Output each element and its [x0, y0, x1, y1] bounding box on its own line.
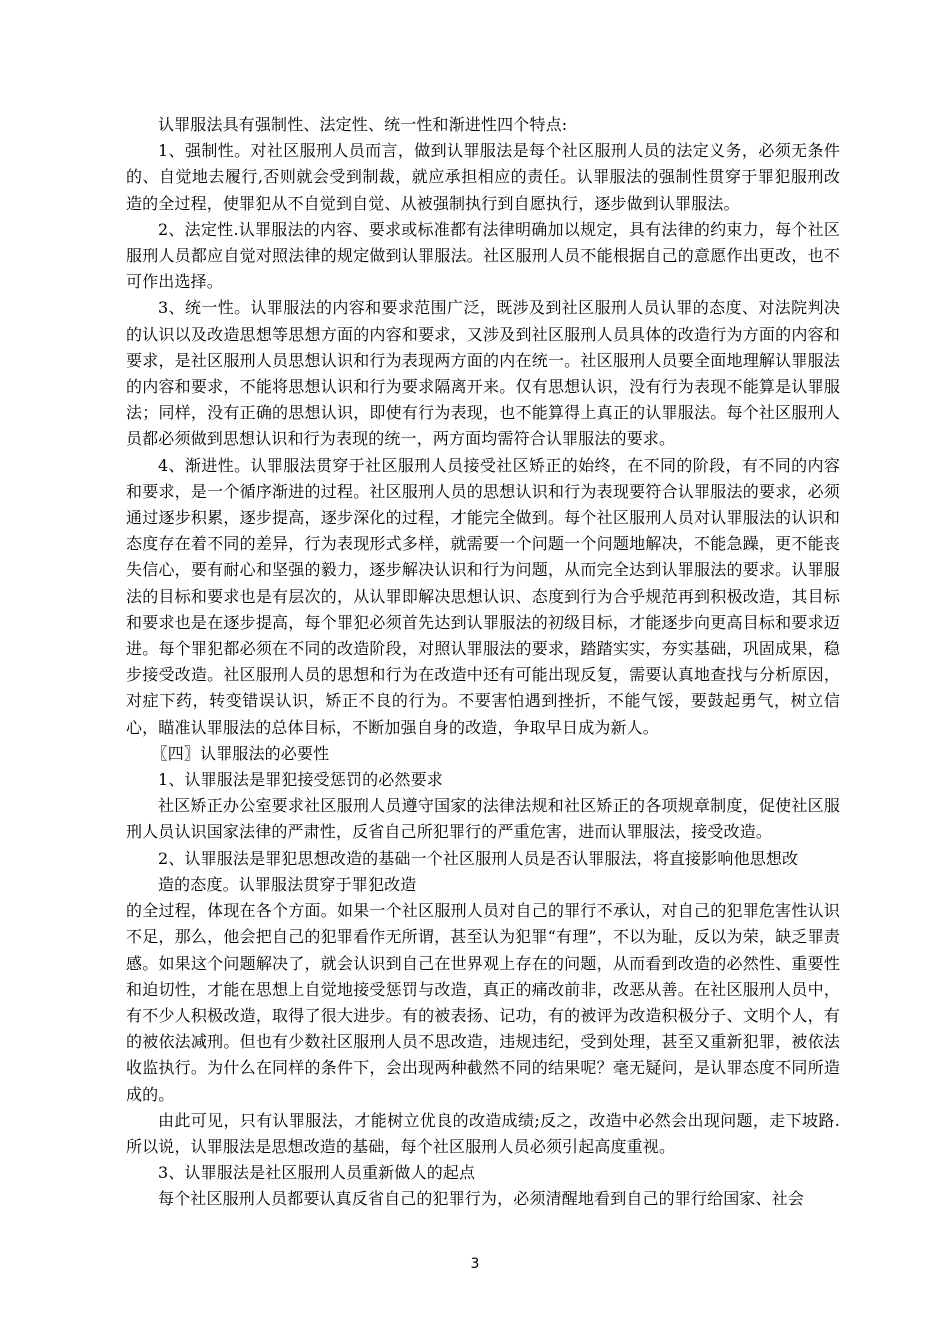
paragraph-unity: 3、统一性。认罪服法的内容和要求范围广泛，既涉及到社区服刑人员认罪的态度、对法院判决的认识以及改造思想等思想方面的内容和要求，又涉及到社区服刑人员具体的改造行为方面的内容和要求，是社区服刑人员思想认识和行为表现两方面的内在统一。社区服刑人员要全面地理解认罪服法的内容和要求，不能将思想认识和行为要求隔离开来。仅有思想认识，没有行为表现不能算是认罪服法；同样，没有正确的思想认识，即使有行为表现，也不能算得上真正的认罪服法。每个社区服刑人员都必须做到思想认识和行为表现的统一，两方面均需符合认罪服法的要求。 [126, 298, 840, 449]
subheading-2-continued: 造的态度。认罪服法贯穿于罪犯改造 [158, 874, 417, 894]
page-number: 3 [470, 1256, 480, 1272]
subheading-2: 2、认罪服法是罪犯思想改造的基础一个社区服刑人员是否认罪服法，将直接影响他思想改 [158, 848, 799, 868]
paragraph-conclusion: 由此可见，只有认罪服法，才能树立优良的改造成绩;反之，改造中必然会出现问题，走下坡路.所以说，认罪服法是思想改造的基础，每个社区服刑人员必须引起高度重视。 [126, 1110, 840, 1156]
intro-paragraph: 认罪服法具有强制性、法定性、统一性和渐进性四个特点: [158, 115, 568, 134]
paragraph-punishment: 社区矫正办公室要求社区服刑人员遵守国家的法律法规和社区矫正的各项规章制度，促使社区服刑人员认识国家法律的严肃性，反省自己所犯罪行的严重危害，进而认罪服法，接受改造。 [126, 796, 840, 842]
subheading-3: 3、认罪服法是社区服刑人员重新做人的起点 [158, 1163, 476, 1183]
paragraph-reflect: 每个社区服刑人员都要认真反省自己的犯罪行为，必须清醒地看到自己的罪行给国家、社会 [158, 1189, 805, 1209]
paragraph-foundation: 的全过程，体现在各个方面。如果一个社区服刑人员对自己的罪行不承认，对自己的犯罪危害性认识不足，那么，他会把自己的犯罪看作无所谓，甚至认为犯罪“有理”，不以为耻，反以为荣，缺乏罪责感。如果这个问题解决了，就会认识到自己在世界观上存在的问题，从而看到改造的必然性、重要性和迫切性，才能在思想上自觉地接受惩罚与改造，真正的痛改前非，改恶从善。在社区服刑人员中，有不少人积极改造，取得了很大进步。有的被表扬、记功，有的被评为改造积极分子、文明个人，有的被依法减刑。但也有少数社区服刑人员不思改造，违规违纪，受到处理，甚至又重新犯罪，被依法收监执行。为什么在同样的条件下，会出现两种截然不同的结果呢？毫无疑问，是认罪态度不同所造成的。 [126, 901, 840, 1104]
section-heading: 〖四〗认罪服法的必要性 [151, 743, 330, 763]
body-text [126, 112, 840, 1213]
subheading-1: 1、认罪服法是罪犯接受惩罚的必然要求 [158, 770, 443, 790]
paragraph-gradual: 4、渐进性。认罪服法贯穿于社区服刑人员接受社区矫正的始终，在不同的阶段，有不同的内容和要求，是一个循序渐进的过程。社区服刑人员的思想认识和行为表现要符合认罪服法的要求，必须通过逐步积累，逐步提高，逐步深化的过程，才能完全做到。每个社区服刑人员对认罪服法的认识和态度存在着不同的差异，行为表现形式多样，就需要一个问题一个问题地解决，不能急躁，更不能丧失信心，要有耐心和坚强的毅力，逐步解决认识和行为问题，从而完全达到认罪服法的要求。认罪服法的目标和要求也是有层次的，从认罪即解决思想认识、态度到行为合乎规范再到积极改造，其目标和要求也是在逐步提高，每个罪犯必须首先达到认罪服法的初级目标，才能逐步向更高目标和要求迈进。每个罪犯都必须在不同的改造阶段，对照认罪服法的要求，踏踏实实，夯实基础，巩固成果，稳步接受改造。社区服刑人员的思想和行为在改造中还有可能出现反复，需要认真地查找与分析原因，对症下药，转变错误认识，矫正不良的行为。不要害怕遇到挫折，不能气馁，要鼓起勇气，树立信心，瞄准认罪服法的总体目标，不断加强自身的改造，争取早日成为新人。 [126, 455, 840, 737]
paragraph-legality: 2、法定性.认罪服法的内容、要求或标准都有法律明确加以规定，具有法律的约束力，每个社区服刑人员都应自觉对照法律的规定做到认罪服法。社区服刑人员不能根据自己的意愿作出更改，也不可作出选择。 [126, 219, 840, 292]
paragraph-compulsory: 1、强制性。对社区服刑人员而言，做到认罪服法是每个社区服刑人员的法定义务，必须无条件的、自觉地去履行,否则就会受到制裁，就应承担相应的责任。认罪服法的强制性贯穿于罪犯服刑改造的全过程，使罪犯从不自觉到自觉、从被强制执行到自愿执行，逐步做到认罪服法。 [126, 141, 840, 213]
